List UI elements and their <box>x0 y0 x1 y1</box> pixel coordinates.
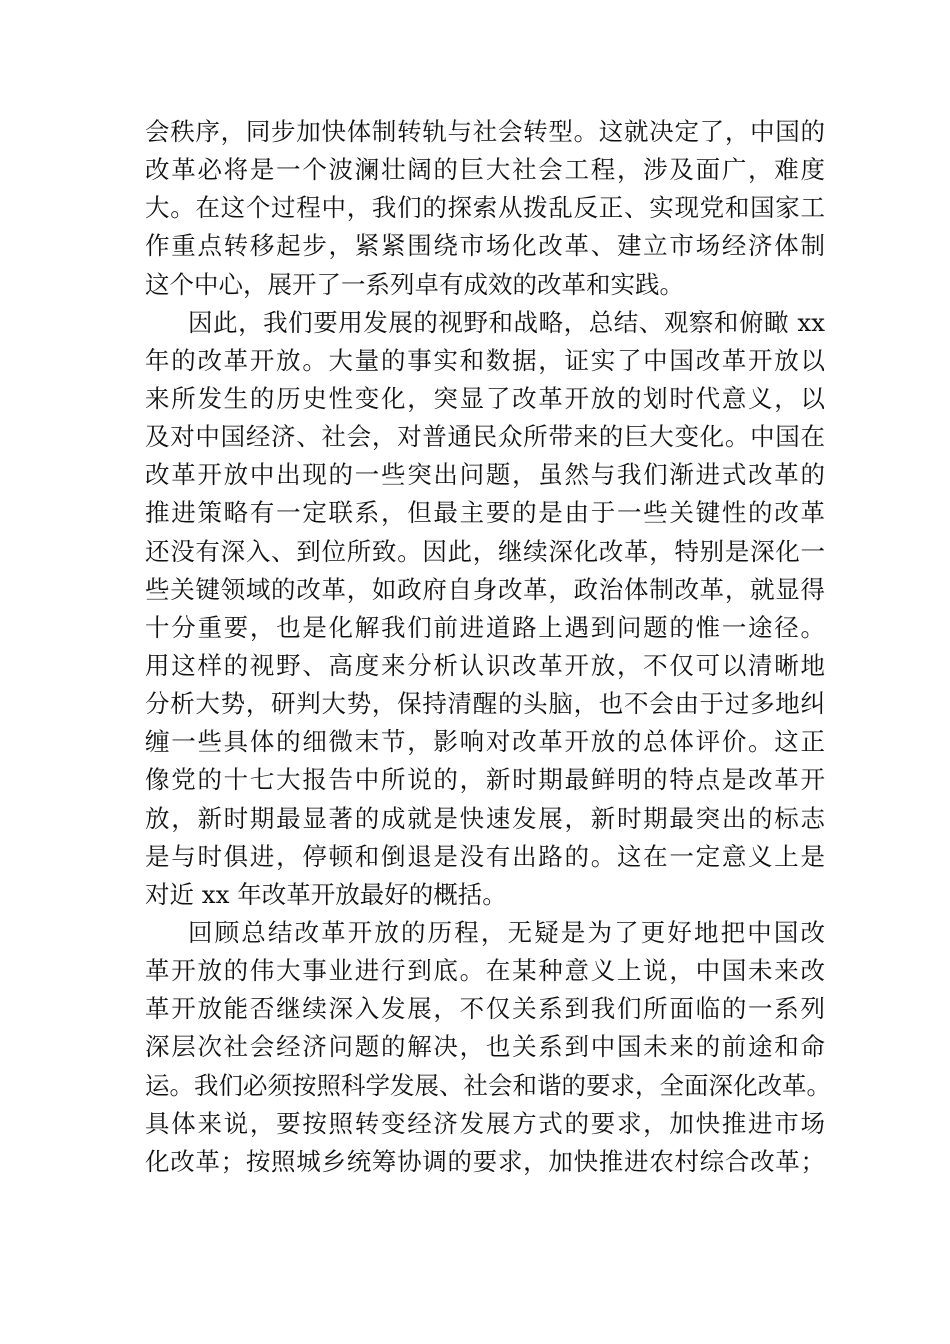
text-line: 推进策略有一定联系，但最主要的是由于一些关键性的改革 <box>145 498 825 528</box>
text-line: 来所发生的历史性变化，突显了改革开放的划时代意义，以 <box>145 383 825 413</box>
text-line: 深层次社会经济问题的解决，也关系到中国未来的前途和命 <box>145 1032 825 1062</box>
text-line: 像党的十七大报告中所说的，新时期最鲜明的特点是改革开 <box>145 765 825 795</box>
text-line: 用这样的视野、高度来分析认识改革开放，不仅可以清晰地 <box>145 650 825 680</box>
paragraph-1 <box>145 113 825 304</box>
text-line: 改革开放中出现的一些突出问题，虽然与我们渐进式改革的 <box>145 460 825 490</box>
text-line: 大。在这个过程中，我们的探索从拨乱反正、实现党和国家工 <box>145 193 825 223</box>
text-line: 这个中心，展开了一系列卓有成效的改革和实践。 <box>145 269 684 299</box>
text-line: 作重点转移起步，紧紧围绕市场化改革、建立市场经济体制 <box>145 231 825 261</box>
text-line: 因此，我们要用发展的视野和战略，总结、观察和俯瞰 xx <box>188 307 825 337</box>
text-line: 还没有深入、到位所致。因此，继续深化改革，特别是深化一 <box>145 536 825 566</box>
text-line: 十分重要，也是化解我们前进道路上遇到问题的惟一途径。 <box>145 612 825 642</box>
text-line: 化改革；按照城乡统筹协调的要求，加快推进农村综合改革； <box>145 1146 825 1176</box>
text-line: 放，新时期最显著的成就是快速发展，新时期最突出的标志 <box>145 803 825 833</box>
text-line: 改革必将是一个波澜壮阔的巨大社会工程，涉及面广，难度 <box>145 155 825 185</box>
text-line: 年的改革开放。大量的事实和数据，证实了中国改革开放以 <box>145 345 825 375</box>
text-line: 运。我们必须按照科学发展、社会和谐的要求，全面深化改革。 <box>145 1070 831 1100</box>
text-line: 些关键领域的改革，如政府自身改革，政治体制改革，就显得 <box>145 574 825 604</box>
text-line: 回顾总结改革开放的历程，无疑是为了更好地把中国改 <box>188 917 825 947</box>
text-line: 分析大势，研判大势，保持清醒的头脑，也不会由于过多地纠 <box>145 689 825 719</box>
text-line: 革开放能否继续深入发展，不仅关系到我们所面临的一系列 <box>145 994 825 1024</box>
text-line: 是与时俱进，停顿和倒退是没有出路的。这在一定意义上是 <box>145 841 825 871</box>
paragraph-3 <box>145 914 831 1181</box>
text-line: 具体来说，要按照转变经济发展方式的要求，加快推进市场 <box>145 1108 825 1138</box>
text-line: 对近 xx 年改革开放最好的概括。 <box>145 879 507 909</box>
text-line: 及对中国经济、社会，对普通民众所带来的巨大变化。中国在 <box>145 422 825 452</box>
body-text <box>145 113 831 1181</box>
text-line: 会秩序，同步加快体制转轨与社会转型。这就决定了，中国的 <box>145 117 825 146</box>
text-line: 缠一些具体的细微末节，影响对改革开放的总体评价。这正 <box>145 727 825 757</box>
paragraph-2 <box>145 304 825 914</box>
text-line: 革开放的伟大事业进行到底。在某种意义上说，中国未来改 <box>145 956 825 986</box>
